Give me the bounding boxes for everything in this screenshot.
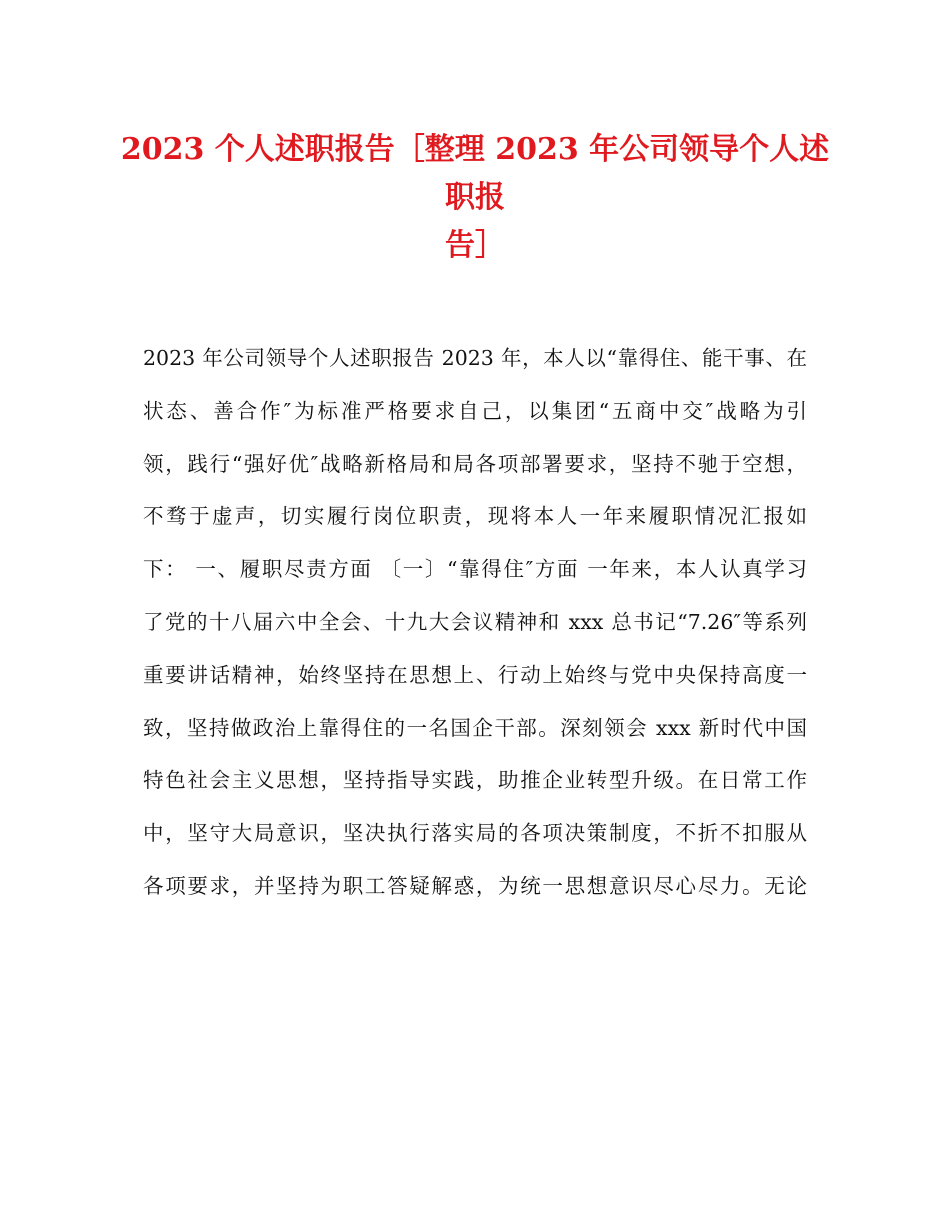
title-line-2: 告］ bbox=[445, 228, 505, 263]
document-body bbox=[143, 332, 807, 913]
body-line-2: 状态、善合作″为标准严格要求自己，以集团“五商中交″战略为引 bbox=[143, 398, 807, 423]
body-line-5: 下： 一、履职尽责方面 〔一〕“靠得住″方面 一年来，本人认真学习 bbox=[143, 557, 807, 582]
body-line-11: 各项要求，并坚持为职工答疑解惑，为统一思想意识尽心尽力。无论 bbox=[143, 873, 807, 898]
title-line-1: 2023 个人述职报告［整理 2023 年公司领导个人述职报 bbox=[120, 132, 830, 215]
body-line-9: 特色社会主义思想，坚持指导实践，助推企业转型升级。在日常工作 bbox=[143, 768, 807, 793]
body-line-3: 领，践行“强好优″战略新格局和局各项部署要求，坚持不驰于空想， bbox=[143, 451, 807, 476]
document-title bbox=[120, 126, 830, 270]
body-line-4: 不骛于虚声，切实履行岗位职责，现将本人一年来履职情况汇报如 bbox=[143, 504, 807, 529]
body-line-8: 致，坚持做政治上靠得住的一名国企干部。深刻领会 xxx 新时代中国 bbox=[143, 715, 807, 740]
body-line-1: 2023 年公司领导个人述职报告 2023 年，本人以“靠得住、能干事、在 bbox=[143, 346, 807, 370]
body-line-6: 了党的十八届六中全会、十九大会议精神和 xxx 总书记“7.26″等系列 bbox=[143, 609, 807, 634]
body-line-7: 重要讲话精神，始终坚持在思想上、行动上始终与党中央保持高度一 bbox=[143, 662, 807, 687]
body-line-10: 中，坚守大局意识，坚决执行落实局的各项决策制度，不折不扣服从 bbox=[143, 821, 807, 846]
